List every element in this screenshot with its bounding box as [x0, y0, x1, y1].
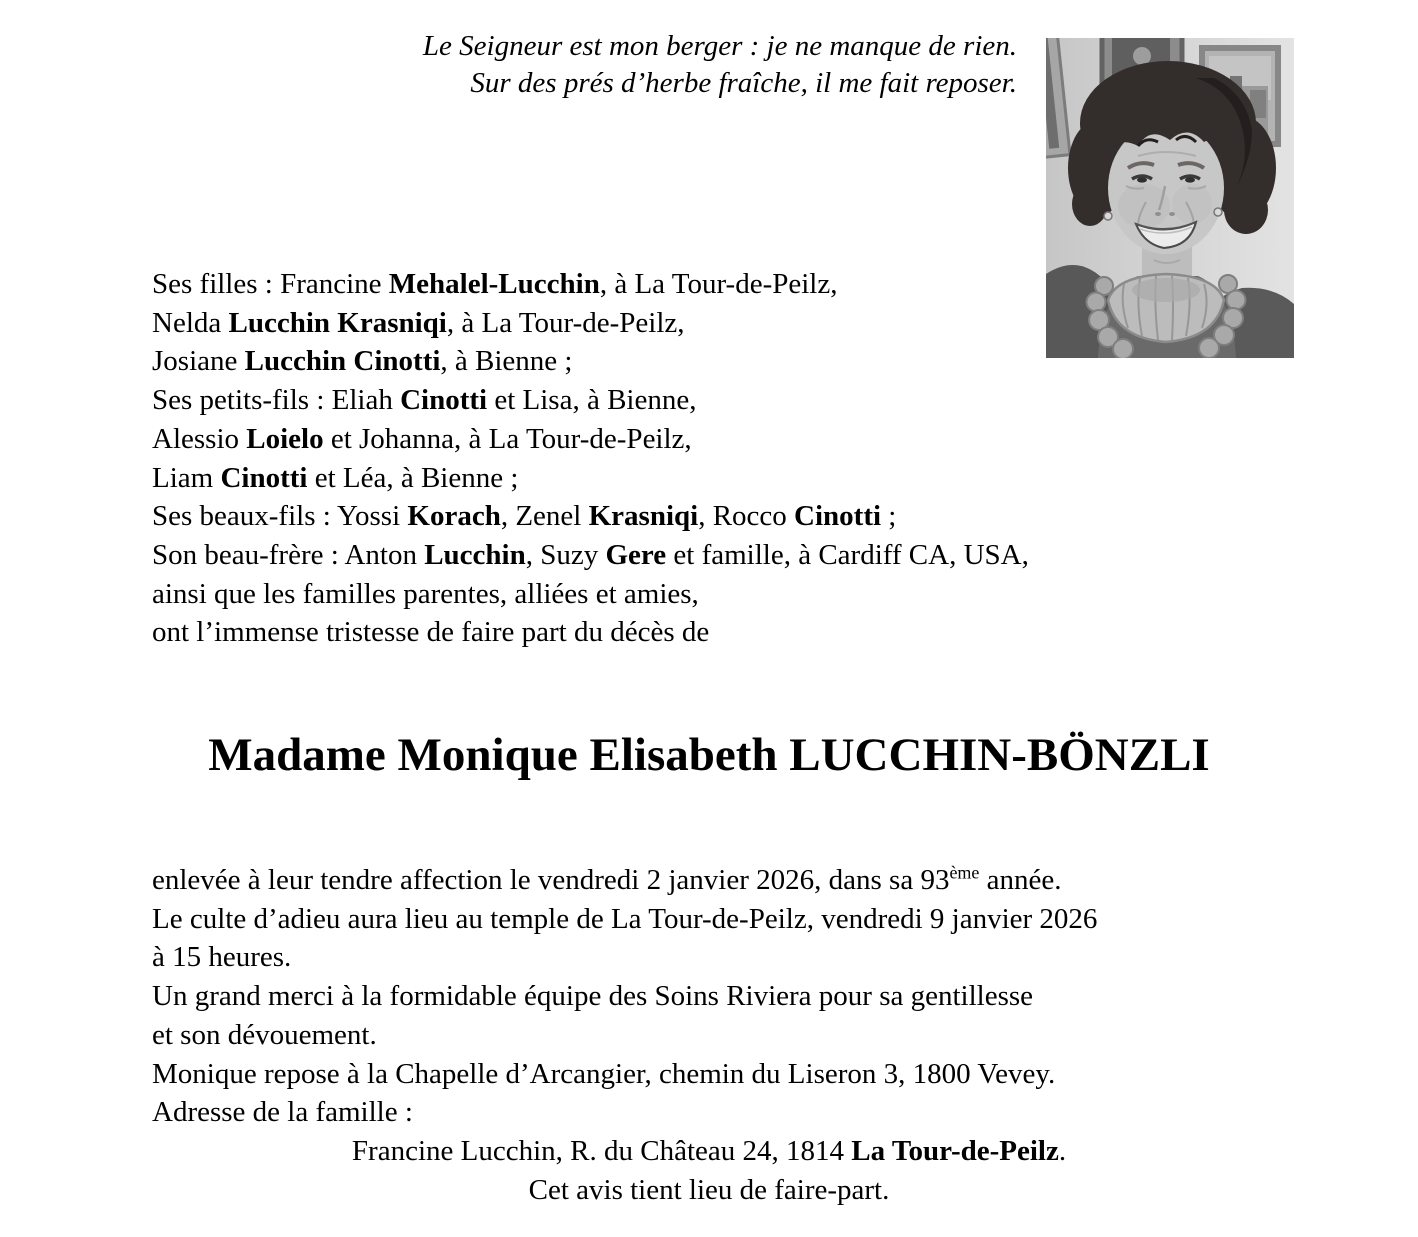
family-announcement	[152, 265, 1266, 652]
text-line: ont l’immense tristesse de faire part du décès de	[152, 616, 710, 649]
text-line: ainsi que les familles parentes, alliées et amies,	[152, 577, 699, 610]
text-line: Sur des prés d’herbe fraîche, il me fait reposer.	[470, 67, 1017, 99]
text-line: Ses filles : Francine Mehalel-Lucchin, à La Tour-de-Peilz,	[152, 268, 838, 300]
ceremony-details	[152, 861, 1266, 1132]
closing-lines	[152, 1132, 1266, 1209]
text-line: Cet avis tient lieu de faire-part.	[528, 1173, 890, 1206]
scripture-quote	[300, 28, 1017, 102]
text-line: enlevée à leur tendre affection le vendredi 2 janvier 2026, dans sa 93ème année.	[152, 862, 1062, 896]
text-line: Son beau-frère : Anton Lucchin, Suzy Gere et famille, à Cardiff CA, USA,	[152, 538, 1029, 571]
text-line: Nelda Lucchin Krasniqi, à La Tour-de-Peilz,	[152, 306, 685, 339]
text-line: Le Seigneur est mon berger : je ne manque de rien.	[422, 30, 1017, 62]
text-line: Un grand merci à la formidable équipe des Soins Riviera pour sa gentillesse	[152, 980, 1034, 1013]
deceased-name: Madame Monique Elisabeth LUCCHIN-BÖNZLI	[208, 729, 1210, 781]
text-line: Liam Cinotti et Léa, à Bienne ;	[152, 461, 519, 494]
text-line: Monique repose à la Chapelle d’Arcangier, chemin du Liseron 3, 1800 Vevey.	[152, 1057, 1056, 1090]
text-line: Ses petits-fils : Eliah Cinotti et Lisa, à Bienne,	[152, 384, 697, 417]
text-line: Ses beaux-fils : Yossi Korach, Zenel Krasniqi, Rocco Cinotti ;	[152, 500, 897, 533]
text-line: Le culte d’adieu aura lieu au temple de La Tour-de-Peilz, vendredi 9 janvier 2026	[152, 902, 1098, 935]
text-line: Adresse de la famille :	[152, 1096, 413, 1129]
text-line: Alessio Loielo et Johanna, à La Tour-de-Peilz,	[152, 422, 692, 455]
text-line: et son dévouement.	[152, 1018, 377, 1051]
text-line: Josiane Lucchin Cinotti, à Bienne ;	[152, 345, 573, 378]
text-line: à 15 heures.	[152, 941, 292, 974]
text-line: Francine Lucchin, R. du Château 24, 1814 La Tour-de-Peilz.	[351, 1135, 1067, 1167]
